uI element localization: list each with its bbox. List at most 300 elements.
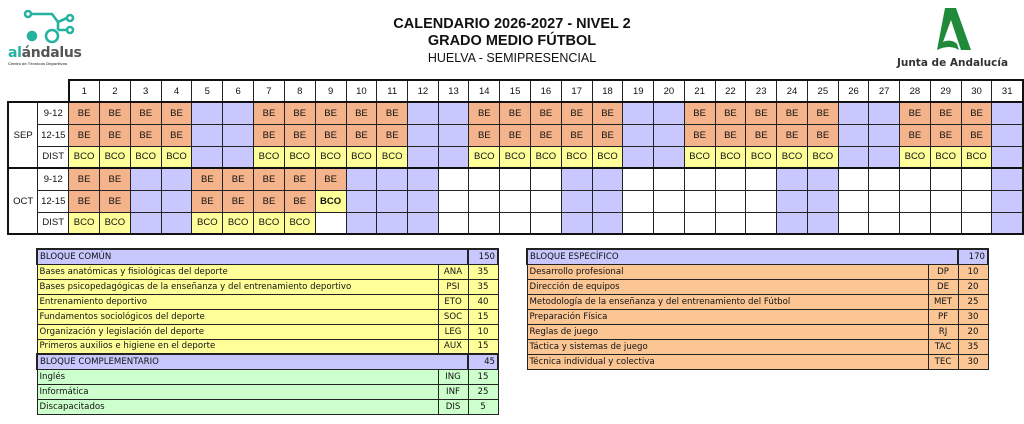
day-header: 25	[807, 80, 838, 102]
module-row	[527, 339, 988, 354]
calendar-cell	[684, 212, 715, 234]
module-row	[527, 294, 988, 309]
module-code: TEC	[928, 354, 958, 369]
calendar-cell	[992, 168, 1023, 190]
calendar-cell	[961, 168, 992, 190]
time-slot-label: 12-15	[38, 190, 69, 212]
calendar-cell	[531, 168, 562, 190]
module-code: SOC	[438, 309, 468, 324]
calendar-cell	[346, 212, 377, 234]
calendar-cell: BCO	[531, 146, 562, 168]
day-header: 5	[192, 80, 223, 102]
junta-andalucia-logo	[895, 6, 1015, 69]
calendar-cell: BCO	[69, 212, 100, 234]
calendar-cell: BE	[777, 124, 808, 146]
calendar-cell: BCO	[746, 146, 777, 168]
calendar-cell	[315, 212, 346, 234]
module-row	[37, 264, 498, 279]
module-code: LEG	[438, 324, 468, 339]
module-hours: 10	[468, 324, 498, 339]
calendar-cell	[777, 212, 808, 234]
calendar-row	[8, 102, 1023, 124]
calendar-cell: BE	[254, 190, 285, 212]
module-code: ING	[438, 369, 468, 384]
block-title: BLOQUE COMÚN	[37, 249, 468, 264]
circuit-logo-icon	[22, 10, 82, 46]
junta-andalucia-name: Junta de Andalucía	[896, 57, 1009, 69]
module-name: Preparación Física	[527, 309, 928, 324]
calendar-cell	[346, 190, 377, 212]
block-total-hours: 150	[468, 249, 498, 264]
calendar-cell	[900, 168, 931, 190]
calendar-cell: BE	[684, 102, 715, 124]
calendar-cell	[438, 168, 469, 190]
calendar-cell	[992, 146, 1023, 168]
calendar-cell	[869, 168, 900, 190]
calendar-cell	[438, 212, 469, 234]
module-hours: 10	[958, 264, 988, 279]
day-header: 24	[777, 80, 808, 102]
day-header: 22	[715, 80, 746, 102]
calendar-cell	[746, 168, 777, 190]
calendar-cell: BCO	[223, 212, 254, 234]
module-hours: 35	[468, 264, 498, 279]
block-header-row	[37, 249, 498, 264]
calendar-cell	[408, 190, 439, 212]
block-title: BLOQUE ESPECÍFICO	[527, 249, 958, 264]
calendar-cell	[807, 212, 838, 234]
calendar-cell	[469, 212, 500, 234]
calendar-grid	[7, 79, 1024, 235]
calendar-cell: BE	[69, 102, 100, 124]
calendar-cell	[438, 190, 469, 212]
module-row	[527, 309, 988, 324]
block-title: BLOQUE COMPLEMENTARIO	[37, 354, 468, 369]
calendar-cell	[223, 146, 254, 168]
calendar-cell	[838, 124, 869, 146]
calendar-cell: BCO	[192, 212, 223, 234]
module-hours: 30	[958, 309, 988, 324]
module-code: MET	[928, 294, 958, 309]
alandalus-brand: alándalus	[8, 45, 82, 61]
calendar-cell	[715, 190, 746, 212]
module-hours: 15	[468, 369, 498, 384]
time-slot-label: DIST	[38, 212, 69, 234]
module-code: ANA	[438, 264, 468, 279]
calendar-cell	[623, 168, 654, 190]
calendar-cell	[161, 212, 192, 234]
calendar-cell	[377, 190, 408, 212]
calendar-cell	[561, 168, 592, 190]
calendar-cell	[438, 102, 469, 124]
legend-bloque-especifico	[526, 248, 989, 370]
calendar-cell: BCO	[69, 146, 100, 168]
calendar-cell	[377, 168, 408, 190]
calendar-cell: BCO	[561, 146, 592, 168]
calendar-cell	[930, 190, 961, 212]
calendar-cell	[592, 190, 623, 212]
calendar-row	[8, 124, 1023, 146]
calendar-cell	[408, 102, 439, 124]
calendar-cell: BE	[930, 124, 961, 146]
calendar-cell: BE	[930, 102, 961, 124]
calendar-cell	[408, 168, 439, 190]
day-header: 4	[161, 80, 192, 102]
calendar-cell	[531, 212, 562, 234]
calendar-cell	[438, 124, 469, 146]
day-header: 17	[561, 80, 592, 102]
calendar-cell: BCO	[161, 146, 192, 168]
calendar-cell: BE	[69, 168, 100, 190]
month-label: OCT	[8, 168, 38, 234]
module-row	[37, 369, 498, 384]
calendar-cell: BCO	[807, 146, 838, 168]
calendar-cell	[869, 124, 900, 146]
calendar-cell	[561, 212, 592, 234]
module-name: Reglas de juego	[527, 324, 928, 339]
calendar-cell: BCO	[99, 212, 130, 234]
calendar-cell	[715, 212, 746, 234]
module-hours: 30	[958, 354, 988, 369]
day-header: 16	[531, 80, 562, 102]
calendar-cell: BCO	[346, 146, 377, 168]
calendar-cell: BCO	[254, 212, 285, 234]
calendar-cell: BE	[254, 168, 285, 190]
module-row	[527, 324, 988, 339]
day-header: 31	[992, 80, 1023, 102]
calendar-cell: BE	[130, 102, 161, 124]
calendar-row	[8, 212, 1023, 234]
calendar-cell	[654, 212, 685, 234]
calendar-cell: BCO	[715, 146, 746, 168]
calendar-cell	[654, 124, 685, 146]
calendar-cell	[500, 168, 531, 190]
calendar-cell	[377, 212, 408, 234]
module-name: Técnica individual y colectiva	[527, 354, 928, 369]
time-slot-label: 9-12	[38, 168, 69, 190]
module-hours: 35	[468, 279, 498, 294]
calendar-cell: BE	[315, 168, 346, 190]
title-line-2: GRADO MEDIO FÚTBOL	[427, 33, 597, 49]
module-row	[37, 294, 498, 309]
module-code: PSI	[438, 279, 468, 294]
module-name: Desarrollo profesional	[527, 264, 928, 279]
module-code: RJ	[928, 324, 958, 339]
calendar-cell	[623, 102, 654, 124]
module-row	[527, 354, 988, 369]
calendar-cell	[654, 190, 685, 212]
alandalus-logo	[8, 8, 93, 64]
calendar-cell	[838, 102, 869, 124]
calendar-cell	[500, 212, 531, 234]
calendar-cell: BE	[223, 190, 254, 212]
time-slot-label: DIST	[38, 146, 69, 168]
calendar-cell: BE	[99, 124, 130, 146]
module-row	[37, 399, 498, 414]
day-header: 19	[623, 80, 654, 102]
calendar-row	[8, 146, 1023, 168]
calendar-cell: BE	[284, 102, 315, 124]
calendar-cell	[592, 168, 623, 190]
calendar-cell: BCO	[684, 146, 715, 168]
calendar-cell: BCO	[315, 190, 346, 212]
calendar-cell: BE	[254, 124, 285, 146]
calendar-cell	[500, 190, 531, 212]
calendar-cell	[161, 168, 192, 190]
calendar-cell: BE	[192, 190, 223, 212]
module-hours: 40	[468, 294, 498, 309]
module-hours: 20	[958, 279, 988, 294]
calendar-cell: BE	[69, 124, 100, 146]
calendar-cell	[992, 212, 1023, 234]
calendar-cell	[746, 212, 777, 234]
calendar-cell: BE	[777, 102, 808, 124]
calendar-cell	[715, 168, 746, 190]
block-header-row	[37, 354, 498, 369]
module-hours: 5	[468, 399, 498, 414]
calendar-cell: BCO	[254, 146, 285, 168]
day-header: 18	[592, 80, 623, 102]
calendar-cell	[684, 168, 715, 190]
calendar-cell: BE	[346, 102, 377, 124]
calendar-cell	[869, 212, 900, 234]
calendar-cell: BE	[961, 124, 992, 146]
calendar-cell	[992, 124, 1023, 146]
calendar-cell: BE	[161, 124, 192, 146]
day-header: 27	[869, 80, 900, 102]
alandalus-subtitle: Centro de Técnicos Deportivos	[8, 61, 68, 66]
module-name: Bases anatómicas y fisiológicas del deporte	[37, 264, 438, 279]
calendar-cell	[961, 212, 992, 234]
calendar-cell: BE	[284, 168, 315, 190]
calendar-cell	[531, 190, 562, 212]
calendar-cell	[192, 124, 223, 146]
calendar-cell: BE	[684, 124, 715, 146]
calendar-cell: BE	[69, 190, 100, 212]
calendar-cell	[654, 146, 685, 168]
calendar-cell: BE	[377, 124, 408, 146]
calendar-cell	[623, 124, 654, 146]
calendar-cell: BE	[346, 124, 377, 146]
calendar-cell: BCO	[377, 146, 408, 168]
module-name: Informática	[37, 384, 438, 399]
calendar-cell: BE	[961, 102, 992, 124]
module-row	[37, 339, 498, 354]
calendar-row	[8, 190, 1023, 212]
module-hours: 25	[468, 384, 498, 399]
calendar-cell	[930, 212, 961, 234]
day-header: 30	[961, 80, 992, 102]
calendar-cell	[838, 212, 869, 234]
calendar-cell: BCO	[500, 146, 531, 168]
day-header: 2	[99, 80, 130, 102]
day-header: 23	[746, 80, 777, 102]
module-code: DIS	[438, 399, 468, 414]
calendar-cell	[469, 168, 500, 190]
module-row	[37, 324, 498, 339]
calendar-cell	[130, 212, 161, 234]
title-line-3: HUELVA - SEMIPRESENCIAL	[427, 51, 597, 65]
module-code: DP	[928, 264, 958, 279]
calendar-cell	[623, 146, 654, 168]
calendar-cell	[684, 190, 715, 212]
module-code: ETO	[438, 294, 468, 309]
corner-cell	[8, 80, 38, 102]
day-header: 29	[930, 80, 961, 102]
calendar-cell: BE	[192, 168, 223, 190]
module-name: Fundamentos sociológicos del deporte	[37, 309, 438, 324]
calendar-cell	[346, 168, 377, 190]
module-row	[527, 279, 988, 294]
day-header: 26	[838, 80, 869, 102]
block-total-hours: 170	[958, 249, 988, 264]
calendar-cell: BE	[592, 102, 623, 124]
day-header: 28	[900, 80, 931, 102]
calendar-cell: BE	[469, 102, 500, 124]
calendar-cell	[900, 190, 931, 212]
module-name: Primeros auxilios e higiene en el deporte	[37, 339, 438, 354]
calendar-cell: BE	[807, 102, 838, 124]
calendar-cell	[623, 212, 654, 234]
calendar-cell: BCO	[284, 212, 315, 234]
calendar-row	[8, 168, 1023, 190]
calendar-cell: BE	[99, 168, 130, 190]
calendar-cell	[869, 146, 900, 168]
day-header: 8	[284, 80, 315, 102]
calendar-cell	[992, 102, 1023, 124]
calendar-cell: BE	[592, 124, 623, 146]
calendar-cell: BCO	[315, 146, 346, 168]
calendar-cell: BE	[130, 124, 161, 146]
calendar-cell: BE	[561, 102, 592, 124]
calendar-cell	[838, 146, 869, 168]
calendar-cell: BE	[99, 102, 130, 124]
module-row	[37, 309, 498, 324]
calendar-cell	[623, 190, 654, 212]
module-hours: 15	[468, 309, 498, 324]
calendar-cell	[654, 102, 685, 124]
day-header: 13	[438, 80, 469, 102]
legend-bloque-comun-complementario	[36, 248, 499, 415]
block-header-row	[527, 249, 988, 264]
calendar-cell: BE	[807, 124, 838, 146]
month-label: SEP	[8, 102, 38, 168]
module-code: PF	[928, 309, 958, 324]
day-header: 10	[346, 80, 377, 102]
day-header: 1	[69, 80, 100, 102]
calendar-cell	[869, 190, 900, 212]
calendar-cell: BE	[315, 102, 346, 124]
calendar-cell	[161, 190, 192, 212]
module-code: INF	[438, 384, 468, 399]
day-header: 7	[254, 80, 285, 102]
calendar-cell	[838, 190, 869, 212]
calendar-cell: BE	[531, 102, 562, 124]
calendar-cell: BCO	[469, 146, 500, 168]
module-row	[37, 384, 498, 399]
calendar-cell: BCO	[99, 146, 130, 168]
calendar-cell: BE	[223, 168, 254, 190]
time-slot-label: 9-12	[38, 102, 69, 124]
calendar-cell: BE	[900, 124, 931, 146]
calendar-cell: BE	[284, 124, 315, 146]
calendar-header-row	[8, 80, 1023, 102]
calendar-cell	[869, 102, 900, 124]
calendar-cell	[223, 102, 254, 124]
calendar-cell	[223, 124, 254, 146]
calendar-cell: BE	[715, 124, 746, 146]
calendar-cell	[807, 168, 838, 190]
day-header: 15	[500, 80, 531, 102]
module-name: Dirección de equipos	[527, 279, 928, 294]
calendar-cell: BE	[315, 124, 346, 146]
calendar-cell	[592, 212, 623, 234]
calendar-cell: BE	[561, 124, 592, 146]
module-hours: 25	[958, 294, 988, 309]
calendar-cell	[807, 190, 838, 212]
module-code: AUX	[438, 339, 468, 354]
calendar-cell	[746, 190, 777, 212]
calendar-cell	[408, 212, 439, 234]
calendar-cell: BCO	[777, 146, 808, 168]
module-name: Entrenamiento deportivo	[37, 294, 438, 309]
calendar-cell: BE	[254, 102, 285, 124]
calendar-cell	[900, 212, 931, 234]
block-total-hours: 45	[468, 354, 498, 369]
corner-cell	[38, 80, 69, 102]
module-code: DE	[928, 279, 958, 294]
calendar-cell: BCO	[961, 146, 992, 168]
calendar-cell	[469, 190, 500, 212]
day-header: 6	[223, 80, 254, 102]
calendar-cell: BCO	[930, 146, 961, 168]
calendar-cell	[130, 190, 161, 212]
calendar-cell	[777, 168, 808, 190]
calendar-cell: BCO	[592, 146, 623, 168]
calendar-cell: BE	[746, 124, 777, 146]
calendar-cell: BE	[500, 124, 531, 146]
calendar-cell: BCO	[284, 146, 315, 168]
calendar-cell: BE	[500, 102, 531, 124]
calendar-cell	[192, 146, 223, 168]
module-hours: 20	[958, 324, 988, 339]
day-header: 9	[315, 80, 346, 102]
day-header: 21	[684, 80, 715, 102]
module-name: Táctica y sistemas de juego	[527, 339, 928, 354]
junta-a-icon	[929, 6, 973, 52]
day-header: 3	[130, 80, 161, 102]
module-row	[37, 279, 498, 294]
module-name: Bases psicopedagógicas de la enseñanza y del entrenamiento deportivo	[37, 279, 438, 294]
calendar-cell	[408, 124, 439, 146]
calendar-cell: BE	[746, 102, 777, 124]
calendar-cell: BE	[99, 190, 130, 212]
title-line-1: CALENDARIO 2026-2027 - NIVEL 2	[393, 16, 631, 32]
time-slot-label: 12-15	[38, 124, 69, 146]
module-hours: 15	[468, 339, 498, 354]
calendar-cell	[961, 190, 992, 212]
calendar-cell	[192, 102, 223, 124]
calendar-cell: BE	[377, 102, 408, 124]
calendar-cell: BE	[284, 190, 315, 212]
module-name: Metodología de la enseñanza y del entrenamiento del Fútbol	[527, 294, 928, 309]
module-hours: 35	[958, 339, 988, 354]
calendar-cell	[838, 168, 869, 190]
calendar-cell: BCO	[900, 146, 931, 168]
calendar-cell: BCO	[130, 146, 161, 168]
calendar-cell: BE	[531, 124, 562, 146]
calendar-cell	[408, 146, 439, 168]
